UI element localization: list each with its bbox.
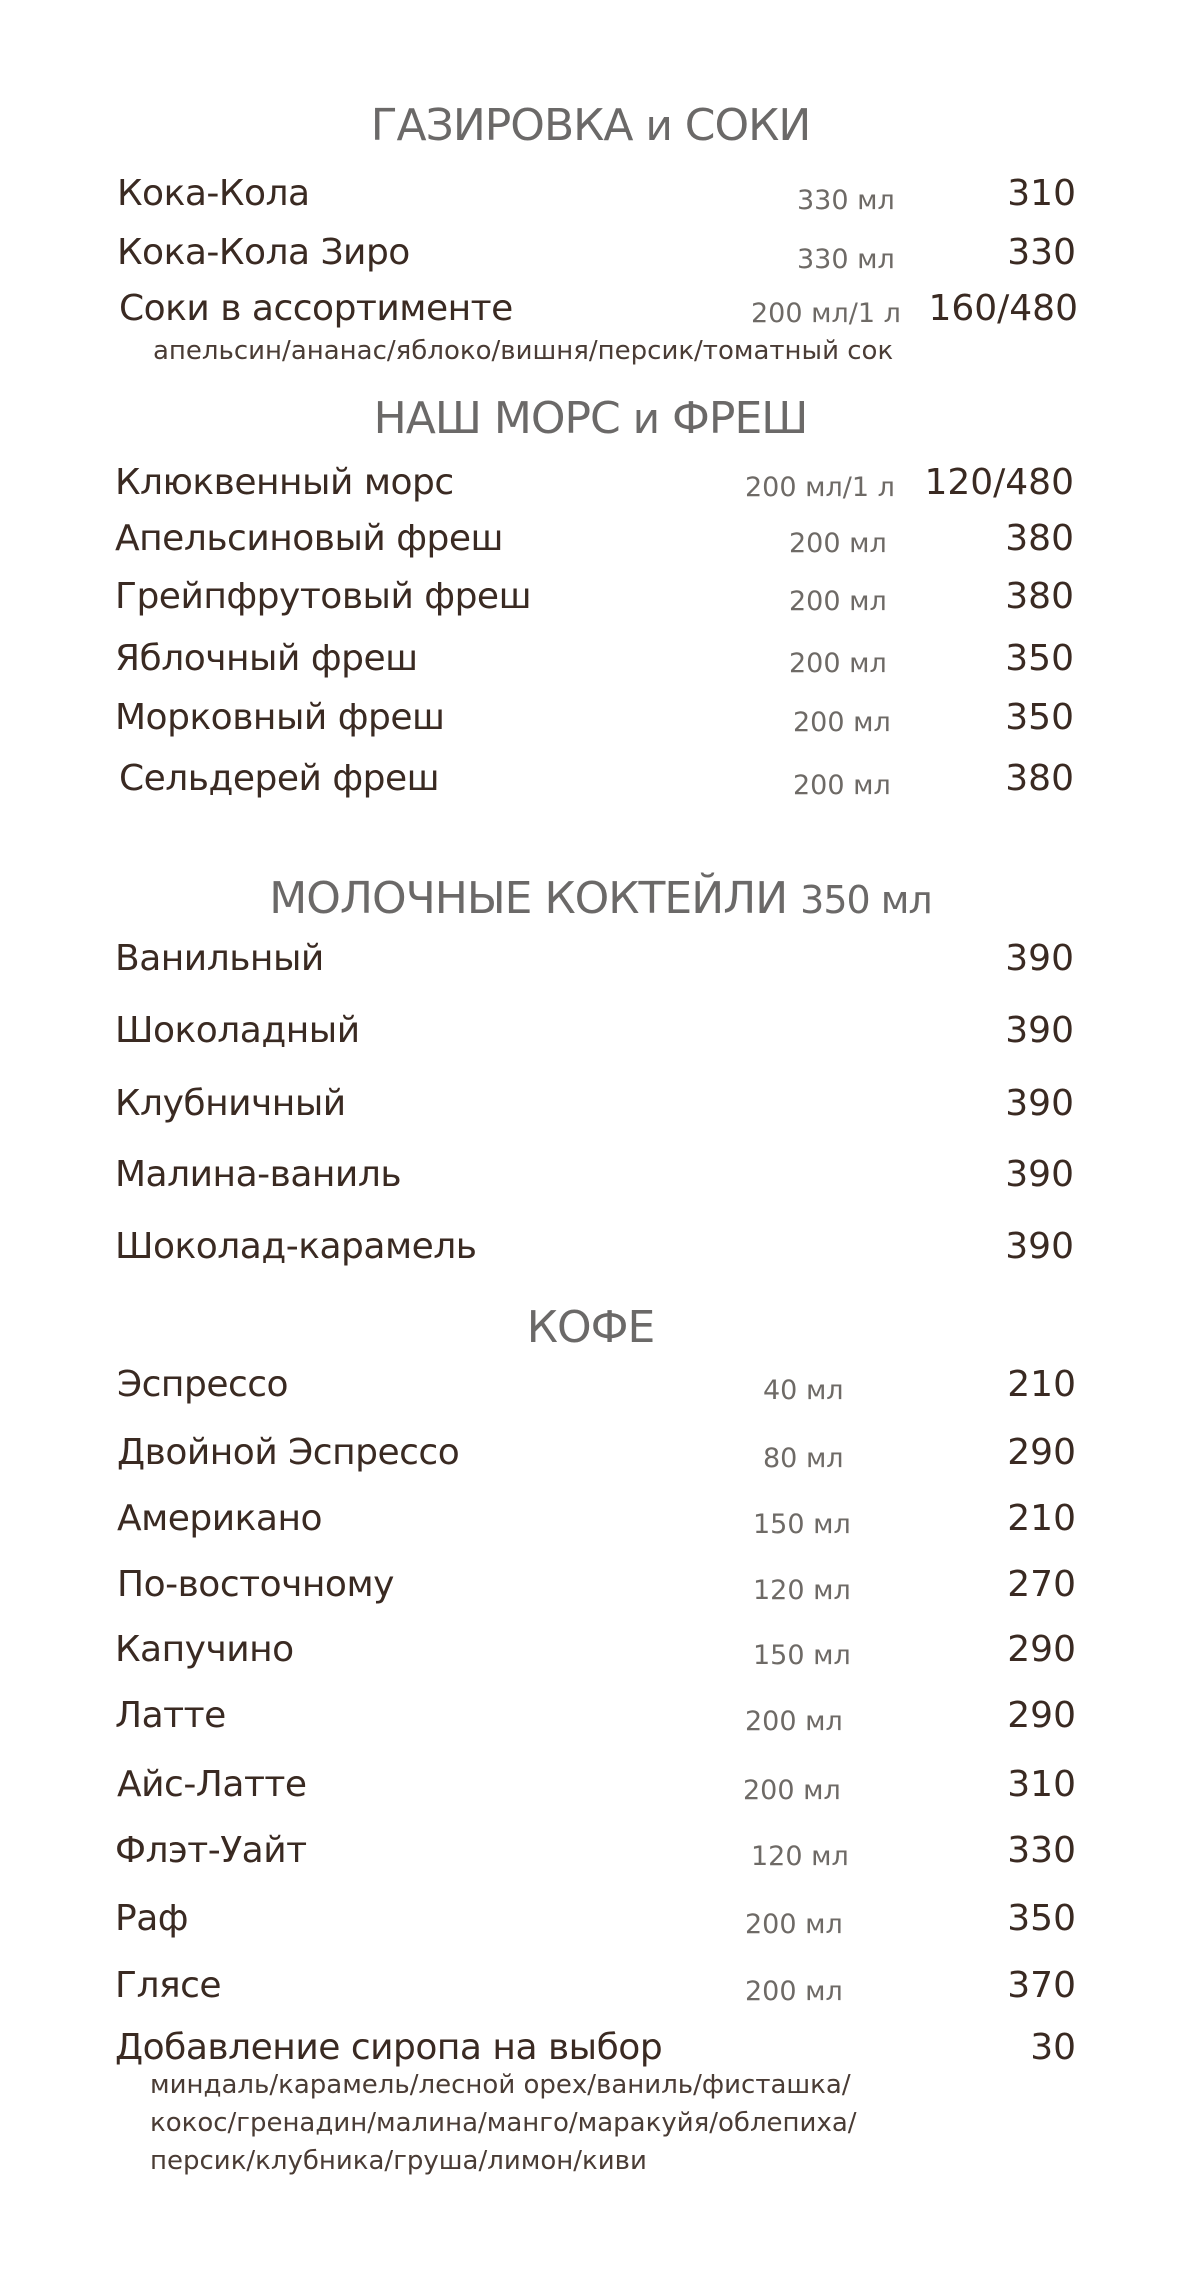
menu-item-name: Клубничный: [115, 1083, 346, 1124]
menu-item-volume: 200 мл: [745, 1706, 843, 1737]
menu-item-volume: 120 мл: [751, 1841, 849, 1872]
menu-item-name: Латте: [115, 1695, 226, 1736]
menu-item-name: Малина-ваниль: [115, 1154, 402, 1195]
menu-item-price: 390: [1005, 1010, 1074, 1051]
menu-item-name: Кока-Кола: [117, 173, 310, 214]
menu-item-name: Ванильный: [115, 938, 324, 979]
menu-item-name: Айс-Латте: [117, 1764, 307, 1805]
soda-title-conj: и: [645, 101, 672, 150]
menu-item-price: 390: [1005, 1226, 1074, 1267]
menu-item-price: 270: [1007, 1564, 1076, 1605]
menu-item-volume: 200 мл: [789, 586, 887, 617]
syrup-options-line: персик/клубника/груша/лимон/киви: [150, 2146, 647, 2176]
menu-item-volume: 200 мл: [789, 648, 887, 679]
menu-item-name: Шоколадный: [115, 1010, 360, 1051]
menu-item-price: 310: [1007, 1764, 1076, 1805]
syrup-options-line: миндаль/карамель/лесной орех/ваниль/фисташка/: [150, 2070, 851, 2100]
menu-item-volume: 150 мл: [753, 1640, 851, 1671]
menu-item-price: 160/480: [928, 288, 1078, 329]
menu-item-name: Эспрессо: [117, 1364, 289, 1405]
menu-item-volume: 200 мл/1 л: [751, 298, 901, 329]
menu-item-price: 380: [1005, 758, 1074, 799]
menu-item-volume: 330 мл: [797, 185, 895, 216]
menu-item-name: Апельсиновый фреш: [115, 518, 503, 559]
syrup-options-line: кокос/гренадин/малина/манго/маракуйя/облепиха/: [150, 2108, 857, 2138]
menu-item-price: 210: [1007, 1364, 1076, 1405]
menu-item-price: 350: [1005, 697, 1074, 738]
menu-item-price: 390: [1005, 1083, 1074, 1124]
section-title-soda: [0, 100, 1181, 151]
menu-item-volume: 120 мл: [753, 1575, 851, 1606]
syrup-name: Добавление сиропа на выбор: [115, 2027, 663, 2068]
menu-item-name: По-восточному: [117, 1564, 394, 1605]
menu-item-name: Флэт-Уайт: [115, 1830, 307, 1871]
menu-item-price: 120/480: [924, 462, 1074, 503]
menu-item-name: Кока-Кола Зиро: [117, 232, 410, 273]
menu-item-volume: 150 мл: [753, 1509, 851, 1540]
menu-item-volume: 200 мл: [745, 1909, 843, 1940]
menu-item-name: Грейпфрутовый фреш: [115, 576, 532, 617]
menu-item-price: 290: [1007, 1432, 1076, 1473]
menu-item-price: 210: [1007, 1498, 1076, 1539]
section-title-shakes: [10, 873, 1181, 924]
menu-item-price: 390: [1005, 1154, 1074, 1195]
menu-item-price: 330: [1007, 1830, 1076, 1871]
menu-item-price: 290: [1007, 1629, 1076, 1670]
menu-item-name: Сельдерей фреш: [119, 758, 440, 799]
menu-item-volume: 40 мл: [763, 1375, 844, 1406]
section-title-mors: [0, 393, 1181, 444]
shakes-title-volume: 350 мл: [800, 878, 932, 922]
menu-item-volume: 330 мл: [797, 244, 895, 275]
menu-item-name: Двойной Эспрессо: [117, 1432, 460, 1473]
menu-item-price: 330: [1007, 232, 1076, 273]
menu-item-price: 390: [1005, 938, 1074, 979]
menu-item-volume: 80 мл: [763, 1443, 844, 1474]
mors-title-end: ФРЕШ: [672, 393, 808, 444]
menu-item-description: апельсин/ананас/яблоко/вишня/персик/томатный сок: [153, 336, 894, 366]
menu-item-name: Клюквенный морс: [115, 462, 454, 503]
soda-title-end: СОКИ: [684, 100, 811, 151]
menu-item-volume: 200 мл: [793, 707, 891, 738]
menu-item-volume: 200 мл: [745, 1976, 843, 2007]
menu-item-volume: 200 мл/1 л: [745, 472, 895, 503]
menu-item-price: 310: [1007, 173, 1076, 214]
menu-item-volume: 200 мл: [793, 770, 891, 801]
mors-title: НАШ МОРС: [373, 393, 620, 444]
section-title-coffee: [0, 1302, 1181, 1353]
menu-item-name: Американо: [117, 1498, 323, 1539]
menu-item-name: Глясе: [115, 1965, 222, 2006]
mors-title-conj: и: [632, 394, 660, 443]
shakes-title: МОЛОЧНЫЕ КОКТЕЙЛИ: [269, 873, 788, 924]
menu-item-price: 380: [1005, 518, 1074, 559]
menu-item-volume: 200 мл: [789, 528, 887, 559]
menu-item-price: 350: [1007, 1898, 1076, 1939]
menu-item-price: 370: [1007, 1965, 1076, 2006]
menu-item-name: Яблочный фреш: [115, 638, 418, 679]
menu-item-volume: 200 мл: [743, 1775, 841, 1806]
menu-item-name: Капучино: [115, 1629, 294, 1670]
soda-title: ГАЗИРОВКА: [370, 100, 633, 151]
menu-item-price: 380: [1005, 576, 1074, 617]
syrup-price: 30: [1030, 2027, 1076, 2068]
coffee-title: КОФЕ: [526, 1302, 655, 1353]
menu-item-name: Раф: [115, 1898, 189, 1939]
menu-item-name: Шоколад-карамель: [115, 1226, 477, 1267]
menu-item-name: Соки в ассортименте: [119, 288, 513, 329]
menu-item-name: Морковный фреш: [115, 697, 445, 738]
menu-item-price: 290: [1007, 1695, 1076, 1736]
menu-item-price: 350: [1005, 638, 1074, 679]
